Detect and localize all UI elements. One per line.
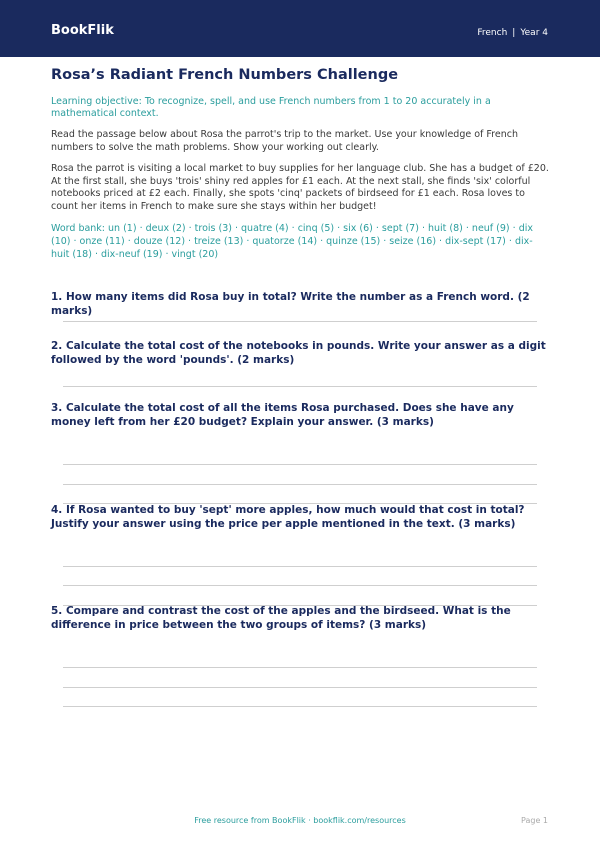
answer-line[interactable] (63, 566, 537, 567)
page-title: Rosa’s Radiant French Numbers Challenge (51, 67, 399, 83)
instructions-text: Read the passage below about Rosa the parrot's trip to the market. Use your knowledge of French numbers to solve the math problems. Show your working out clearly. (51, 129, 518, 153)
page-header (0, 0, 600, 57)
learning-objective: Learning objective: To recognize, spell, and use French numbers from 1 to 20 accurately in a mathematical context. (51, 96, 491, 119)
answer-line[interactable] (63, 464, 537, 465)
meta-separator: | (512, 28, 516, 38)
worksheet-intro (51, 66, 549, 261)
question-1: 1. How many items did Rosa buy in total? Write the number as a French word. (2 marks) (51, 291, 530, 317)
question-3: 3. Calculate the total cost of all the items Rosa purchased. Does she have any money left from her £20 budget? Explain your answer. (3 marks) (51, 402, 514, 428)
grade-label: Year 4 (520, 28, 548, 38)
answer-line[interactable] (63, 706, 537, 707)
word-bank: Word bank: un (1) · deux (2) · trois (3) · quatre (4) · cinq (5) · six (6) · sept (7) · huit (8) · neuf (9) · dix (10) · onze (11) · douze (12) · treize (13) · quatorze (14) · quinze (15) · seize (16) · dix-sept (17) · dix-huit (18) · dix-neuf (19) · vingt (20) (51, 223, 533, 260)
header-meta (477, 28, 548, 39)
brand-logo[interactable]: BookFlik (51, 23, 114, 38)
passage-text: Rosa the parrot is visiting a local market to buy supplies for her language club. She has a budget of £20. At the first stall, she buys 'trois' shiny red apples for £1 each. At the next stall, she finds 'six' colorful notebooks priced at £2 each. Finally, she spots 'cinq' packets of birdseed for £1 each. Rosa loves to count her items in French to make sure she stays within her budget! (51, 163, 549, 212)
page-number: Page 1 (521, 816, 548, 825)
subject-label: French (477, 28, 508, 38)
answer-line[interactable] (63, 585, 537, 586)
question-5: 5. Compare and contrast the cost of the apples and the birdseed. What is the difference in price between the two groups of items? (3 marks) (51, 605, 511, 631)
answer-line[interactable] (63, 386, 537, 387)
answer-line[interactable] (63, 484, 537, 485)
question-2: 2. Calculate the total cost of the notebooks in pounds. Write your answer as a digit followed by the word 'pounds'. (2 marks) (51, 340, 546, 366)
answer-line[interactable] (63, 667, 537, 668)
footer-credit-link[interactable]: Free resource from BookFlik · bookflik.com/resources (194, 816, 406, 825)
answer-line[interactable] (63, 687, 537, 688)
answer-line[interactable] (63, 321, 537, 322)
question-4: 4. If Rosa wanted to buy 'sept' more apples, how much would that cost in total? Justify your answer using the price per apple mentioned in the text. (3 marks) (51, 504, 525, 530)
